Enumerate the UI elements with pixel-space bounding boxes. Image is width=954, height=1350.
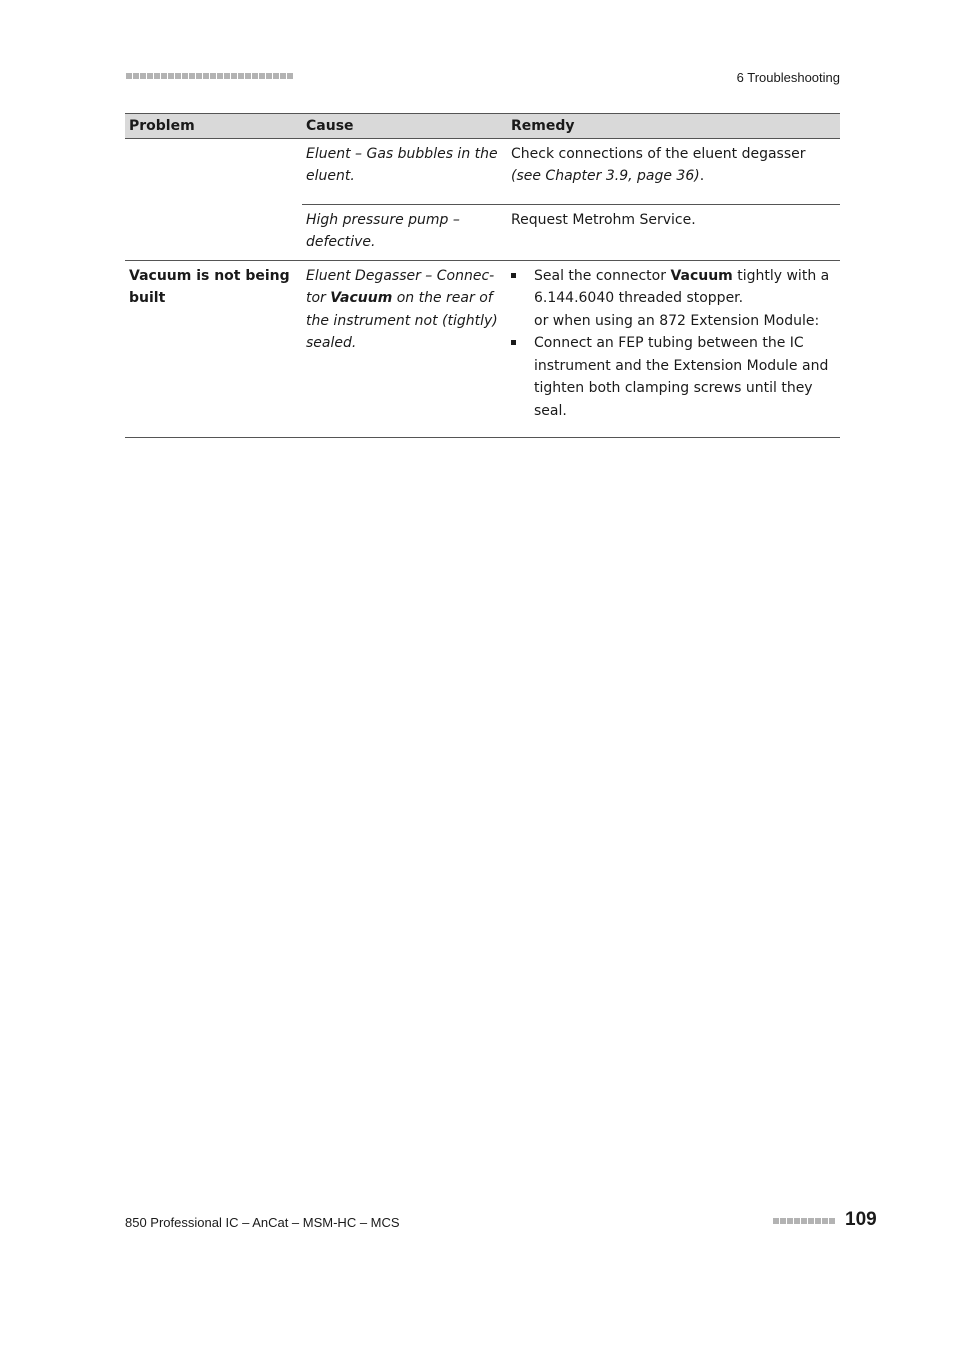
footer-decoration xyxy=(773,1218,835,1224)
table-row xyxy=(125,260,840,437)
remedy-bullet: Connect an FEP tubing between the IC instrument and the Extension Module and tighten both clamping screws until they seal. xyxy=(511,332,836,422)
remedy-text: Check connections of the eluent degasser xyxy=(511,145,806,162)
table-row xyxy=(125,204,840,260)
bullet1-text-post: tightly with a 6.144.6040 threaded stopper. xyxy=(534,267,830,306)
cause-connector-name: Vacuum xyxy=(330,290,393,306)
troubleshooting-table xyxy=(125,113,840,438)
problem-cell xyxy=(125,204,302,260)
column-header-cause: Cause xyxy=(302,114,507,139)
header-decoration xyxy=(126,73,293,79)
bullet1-text-line2: or when using an 872 Extension Module: xyxy=(534,312,820,329)
remedy-cell xyxy=(507,138,840,204)
page-number: 109 xyxy=(845,1209,877,1230)
remedy-list xyxy=(511,265,836,423)
problem-cell xyxy=(125,260,302,437)
bullet1-connector-name: Vacuum xyxy=(670,267,733,284)
table-row xyxy=(125,138,840,204)
column-header-problem: Problem xyxy=(125,114,302,139)
cause-text-pre: Eluent Degasser – Connector xyxy=(306,267,495,306)
footer-product-title: 850 Professional IC – AnCat – MSM-HC – MCS xyxy=(125,1215,400,1230)
table-header-row xyxy=(125,114,840,139)
cause-text-post: on the rear of the instrument not (tightly) sealed. xyxy=(306,290,498,351)
column-header-remedy: Remedy xyxy=(507,114,840,139)
problem-cell xyxy=(125,138,302,204)
bullet1-text-pre: Seal the connector xyxy=(534,267,671,284)
remedy-bullet xyxy=(511,265,836,333)
cause-cell: High pressure pump – defective. xyxy=(302,204,507,260)
remedy-period: . xyxy=(699,168,705,184)
problem-title: Vacuum is not being built xyxy=(129,267,290,306)
running-head-section: 6 Troubleshooting xyxy=(736,70,840,85)
remedy-cell: Request Metrohm Service. xyxy=(507,204,840,260)
remedy-cell xyxy=(507,260,840,437)
cause-cell xyxy=(302,260,507,437)
cause-cell: Eluent – Gas bubbles in the eluent. xyxy=(306,145,498,184)
chapter-reference: (see Chapter 3.9, page 36) xyxy=(511,168,700,184)
